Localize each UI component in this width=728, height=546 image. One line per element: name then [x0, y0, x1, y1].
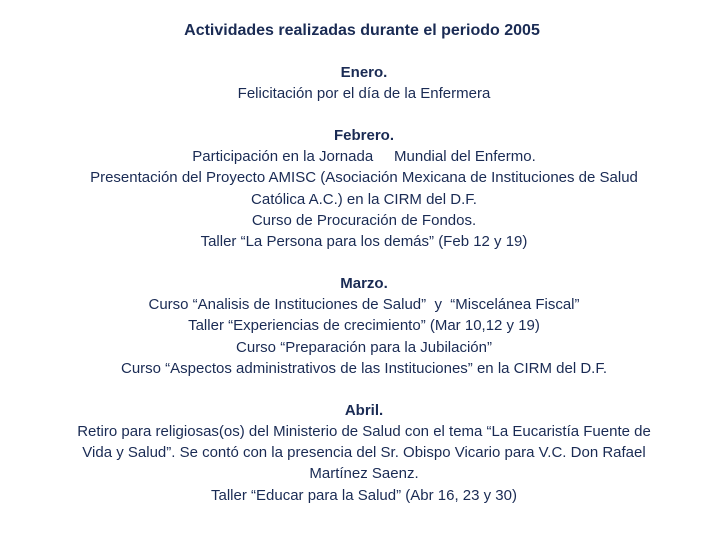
- activity-item: Martínez Saenz.: [309, 465, 419, 483]
- document-title: Actividades realizadas durante el periodo 2005: [184, 22, 540, 39]
- activity-item: Taller “La Persona para los demás” (Feb 12 y 19): [200, 233, 528, 251]
- section-abril: [0, 400, 728, 506]
- activity-item: Curso “Preparación para la Jubilación”: [236, 338, 492, 356]
- activity-item: Católica A.C.) en la CIRM del D.F.: [251, 190, 477, 208]
- activity-item: Vida y Salud”. Se contó con la presencia del Sr. Obispo Vicario para V.C. Don Rafael: [82, 444, 646, 462]
- activity-item: Taller “Experiencias de crecimiento” (Mar 10,12 y 19): [188, 317, 540, 335]
- activity-item: Presentación del Proyecto AMISC (Asociación Mexicana de Instituciones de Salud: [90, 169, 638, 187]
- month-heading: Enero.: [340, 64, 388, 81]
- month-heading: Abril.: [344, 402, 384, 420]
- section-febrero: [0, 125, 728, 252]
- activity-item: Curso de Procuración de Fondos.: [251, 211, 477, 229]
- activity-item: Taller “Educar para la Salud” (Abr 16, 23 y 30): [211, 486, 517, 504]
- activity-item: Felicitación por el día de la Enfermera: [237, 85, 491, 102]
- activity-item: Curso “Aspectos administrativos de las Instituciones” en la CIRM del D.F.: [120, 359, 608, 377]
- section-marzo: [0, 273, 728, 379]
- section-enero: [0, 62, 728, 104]
- month-heading: Febrero.: [333, 127, 394, 145]
- activity-item: Curso “Analisis de Instituciones de Salud” y “Miscelánea Fiscal”: [148, 296, 580, 314]
- activity-item: Participación en la Jornada Mundial del Enfermo.: [192, 148, 536, 166]
- month-heading: Marzo.: [340, 275, 388, 293]
- activity-item: Retiro para religiosas(os) del Ministerio de Salud con el tema “La Eucaristía Fuente de: [77, 423, 651, 441]
